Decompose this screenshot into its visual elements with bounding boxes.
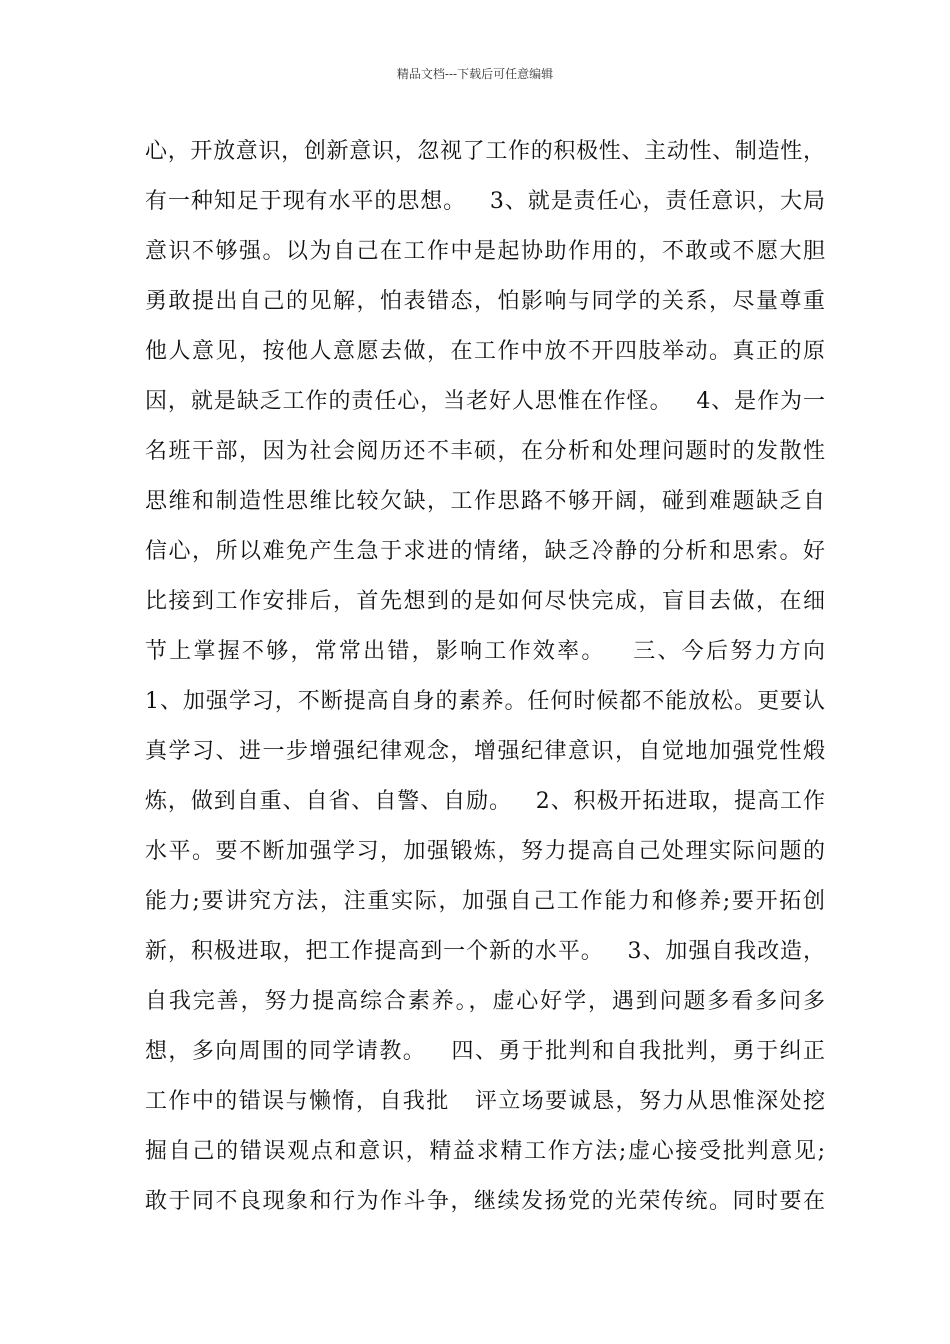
text-line: 他人意见，按他人意愿去做，在工作中放不开四肢举动。真正的原 — [145, 339, 825, 364]
text-line: 1、加强学习，不断提高自身的素养。任何时候都不能放松。更要认 — [145, 689, 825, 714]
body-text — [145, 127, 825, 1227]
text-line: 新，积极进取，把工作提高到一个新的水平。 3、加强自我改造， — [145, 939, 825, 964]
text-line: 信心，所以难免产生急于求进的情绪，缺乏冷静的分析和思索。好 — [145, 539, 825, 564]
text-line: 名班干部，因为社会阅历还不丰硕，在分析和处理问题时的发散性 — [145, 439, 825, 464]
text-line: 掘自己的错误观点和意识，精益求精工作方法;虚心接受批判意见; — [145, 1139, 825, 1164]
text-line: 心，开放意识，创新意识，忽视了工作的积极性、主动性、制造性， — [145, 139, 825, 164]
text-line: 比接到工作安排后，首先想到的是如何尽快完成，盲目去做，在细 — [145, 589, 825, 614]
text-line: 意识不够强。以为自己在工作中是起协助作用的，不敢或不愿大胆 — [145, 239, 825, 264]
text-line: 敢于同不良现象和行为作斗争，继续发扬党的光荣传统。同时要在 — [145, 1189, 825, 1214]
text-line: 思维和制造性思维比较欠缺，工作思路不够开阔，碰到难题缺乏自 — [145, 489, 825, 514]
text-line: 炼，做到自重、自省、自警、自励。 2、积极开拓进取，提高工作 — [145, 789, 825, 814]
text-line: 想，多向周围的同学请教。 四、勇于批判和自我批判，勇于纠正 — [145, 1039, 825, 1064]
text-line: 有一种知足于现有水平的思想。 3、就是责任心，责任意识，大局 — [145, 189, 825, 214]
text-line: 能力;要讲究方法，注重实际，加强自己工作能力和修养;要开拓创 — [145, 889, 825, 914]
text-line: 自我完善，努力提高综合素养。，虚心好学，遇到问题多看多问多 — [145, 989, 825, 1014]
text-line: 因，就是缺乏工作的责任心，当老好人思惟在作怪。 4、是作为一 — [145, 389, 825, 414]
text-line: 节上掌握不够，常常出错，影响工作效率。 三、今后努力方向 — [145, 639, 825, 664]
page-header: 精品文档---下载后可任意编辑 — [396, 67, 554, 81]
text-line: 水平。要不断加强学习，加强锻炼，努力提高自己处理实际问题的 — [145, 839, 825, 864]
text-line: 真学习、进一步增强纪律观念，增强纪律意识，自觉地加强党性煅 — [145, 739, 825, 764]
text-line: 勇敢提出自己的见解，怕表错态，怕影响与同学的关系，尽量尊重 — [145, 289, 825, 314]
text-line: 工作中的错误与懒惰，自我批 评立场要诚恳，努力从思惟深处挖 — [145, 1089, 825, 1114]
